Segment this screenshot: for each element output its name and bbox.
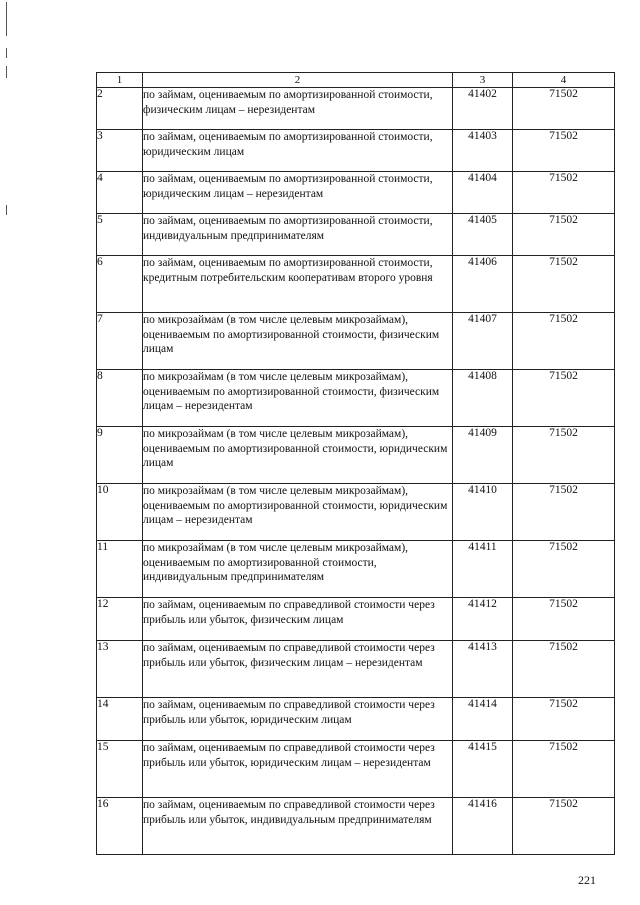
row-account-code: 41402 [453,88,513,130]
row-description: по микрозаймам (в том числе целевым микрозаймам), оцениваемым по амортизированной стоимости, юридическим лицам – нерезидентам [143,484,453,541]
row-target-account: 71502 [513,172,615,214]
row-description: по займам, оцениваемым по амортизированной стоимости, физическим лицам – нерезидентам [143,88,453,130]
accounts-table [96,72,615,855]
row-description: по займам, оцениваемым по справедливой стоимости через прибыль или убыток, физическим лицам [143,598,453,641]
row-description: по микрозаймам (в том числе целевым микрозаймам), оцениваемым по амортизированной стоимости, физическим лицам – нерезидентам [143,370,453,427]
table-body [97,88,615,855]
row-account-code: 41409 [453,427,513,484]
row-number: 9 [97,427,143,484]
row-number: 13 [97,641,143,698]
row-target-account: 71502 [513,256,615,313]
row-description: по займам, оцениваемым по амортизированной стоимости, юридическим лицам – нерезидентам [143,172,453,214]
header-col-4: 4 [513,73,615,88]
row-account-code: 41416 [453,798,513,855]
table-row [97,598,615,641]
row-account-code: 41412 [453,598,513,641]
row-number: 4 [97,172,143,214]
row-description: по займам, оцениваемым по справедливой стоимости через прибыль или убыток, юридическим лицам – нерезидентам [143,741,453,798]
row-description: по микрозаймам (в том числе целевым микрозаймам), оцениваемым по амортизированной стоимости, юридическим лицам [143,427,453,484]
row-number: 7 [97,313,143,370]
table-row [97,172,615,214]
scan-margin-mark [6,205,7,215]
row-account-code: 41407 [453,313,513,370]
row-target-account: 71502 [513,88,615,130]
header-col-2: 2 [143,73,453,88]
scan-margin-mark [6,66,7,78]
row-account-code: 41404 [453,172,513,214]
row-number: 16 [97,798,143,855]
row-target-account: 71502 [513,541,615,598]
row-account-code: 41413 [453,641,513,698]
row-number: 12 [97,598,143,641]
row-target-account: 71502 [513,313,615,370]
table-row [97,741,615,798]
row-number: 10 [97,484,143,541]
page-number: 221 [578,873,596,887]
row-number: 3 [97,130,143,172]
row-account-code: 41414 [453,698,513,741]
row-description: по займам, оцениваемым по амортизированной стоимости, юридическим лицам [143,130,453,172]
table-row [97,214,615,256]
row-target-account: 71502 [513,698,615,741]
row-account-code: 41403 [453,130,513,172]
row-description: по займам, оцениваемым по амортизированной стоимости, кредитным потребительским кооперативам второго уровня [143,256,453,313]
table-row [97,256,615,313]
table-row [97,370,615,427]
row-account-code: 41405 [453,214,513,256]
row-number: 11 [97,541,143,598]
row-number: 6 [97,256,143,313]
row-description: по микрозаймам (в том числе целевым микрозаймам), оцениваемым по амортизированной стоимости, физическим лицам [143,313,453,370]
table-row [97,484,615,541]
row-description: по займам, оцениваемым по справедливой стоимости через прибыль или убыток, юридическим лицам [143,698,453,741]
row-target-account: 71502 [513,427,615,484]
row-target-account: 71502 [513,370,615,427]
row-account-code: 41415 [453,741,513,798]
row-account-code: 41408 [453,370,513,427]
row-target-account: 71502 [513,798,615,855]
row-target-account: 71502 [513,741,615,798]
row-account-code: 41411 [453,541,513,598]
table-header-row [97,73,615,88]
header-col-3: 3 [453,73,513,88]
scan-margin-mark [6,48,7,58]
row-account-code: 41410 [453,484,513,541]
table-row [97,541,615,598]
row-number: 2 [97,88,143,130]
row-description: по займам, оцениваемым по справедливой стоимости через прибыль или убыток, физическим лицам – нерезидентам [143,641,453,698]
table-row [97,798,615,855]
row-number: 8 [97,370,143,427]
row-description: по микрозаймам (в том числе целевым микрозаймам), оцениваемым по амортизированной стоимости, индивидуальным предпринимателям [143,541,453,598]
row-number: 14 [97,698,143,741]
table-row [97,130,615,172]
header-col-1: 1 [97,73,143,88]
table-row [97,698,615,741]
table-row [97,88,615,130]
table-row [97,427,615,484]
row-number: 5 [97,214,143,256]
table-row [97,313,615,370]
scan-margin-mark [6,2,7,36]
table-row [97,641,615,698]
row-description: по займам, оцениваемым по справедливой стоимости через прибыль или убыток, индивидуальным предпринимателям [143,798,453,855]
row-target-account: 71502 [513,484,615,541]
row-target-account: 71502 [513,214,615,256]
row-target-account: 71502 [513,598,615,641]
row-number: 15 [97,741,143,798]
row-account-code: 41406 [453,256,513,313]
row-target-account: 71502 [513,641,615,698]
row-description: по займам, оцениваемым по амортизированной стоимости, индивидуальным предпринимателям [143,214,453,256]
row-target-account: 71502 [513,130,615,172]
